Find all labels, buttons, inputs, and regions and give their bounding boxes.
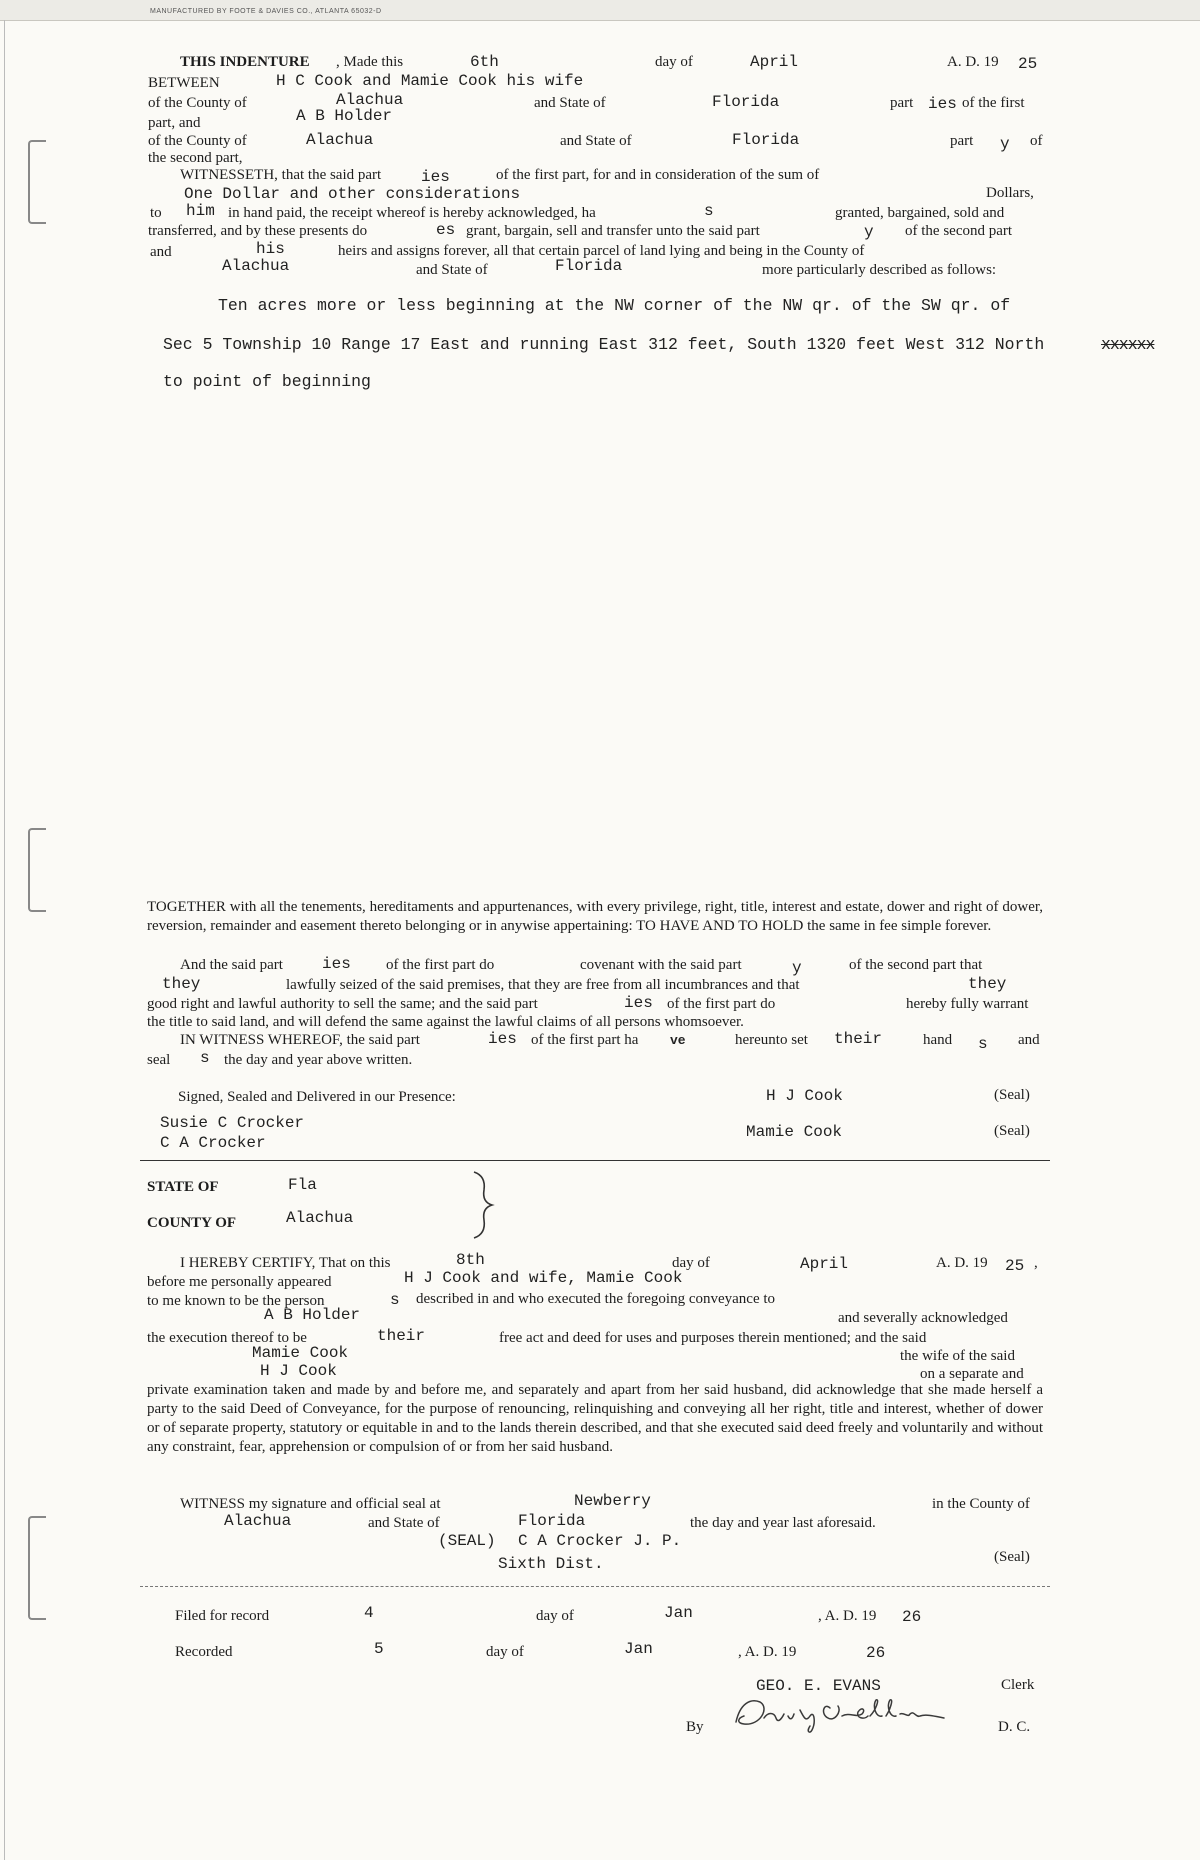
dashed-divider [140,1586,1050,1587]
hand-text: hand [923,1032,953,1048]
binder-clip-mark [28,140,46,224]
described-label: more particularly described as follows: [762,262,997,278]
wife-of-text: the wife of the said [900,1348,1015,1364]
land-description-line-3: to point of beginning [163,372,371,391]
witness-place: Newberry [574,1492,651,1510]
grantee-state: Florida [732,131,800,149]
ack-day-of-label: day of [672,1255,710,1271]
covenant-text: And the said part [180,957,283,973]
private-examination-text: private examination taken and made by and before me, and separately and apart from her said husband, did acknowledge that she made herself a party to the said Deed of Conveyance, for the purpose of renouncing, relinquishing and conveying all her right, title and interest, whether of dower or of separate property, statutory or equitable in and to the lands therein described, and that she executed said deed freely and voluntarily and without any constraint, fear, apprehension or compulsion of or from her said husband. [147,1382,1043,1455]
seal-text: seal [147,1052,171,1068]
known-suffix: s [390,1291,400,1309]
grantee-county: Alachua [306,131,374,149]
top-edge-strip [0,0,1200,21]
grantor-suffix: ies [928,95,957,113]
clerk-label: Clerk [1001,1677,1035,1693]
signed-sealed-label: Signed, Sealed and Delivered in our Presence: [178,1089,456,1105]
indenture-heading: THIS INDENTURE [180,54,310,70]
grantors-names: H C Cook and Mamie Cook his wife [276,72,584,90]
ack-grantee: A B Holder [264,1306,361,1324]
transfer-suffix: es [436,221,456,239]
seal-label-1: (Seal) [994,1087,1030,1103]
covenant-text-4: of the second part that [849,957,983,973]
ack-their: their [377,1327,426,1345]
consideration-text: of the first part, for and in consideration of the sum of [496,167,820,183]
ack-county-2: Alachua [224,1512,292,1530]
deed-month: April [750,53,799,71]
witness-1: Susie C Crocker [160,1114,305,1132]
filed-day: 4 [364,1604,374,1622]
right-brace [470,1170,500,1240]
part-label-2: part [950,133,974,149]
second-part-label: the second part, [148,150,243,166]
land-description-line-2: Sec 5 Township 10 Range 17 East and running East 312 feet, South 1320 feet West 312 North [163,335,1045,354]
comma: , [1034,1255,1038,1271]
grant-text: grant, bargain, sell and transfer unto the said part [466,223,760,239]
recorded-ad-label: , A. D. 19 [738,1644,797,1660]
seal-label-2: (Seal) [994,1123,1030,1139]
deputy-clerk-signature [730,1688,970,1738]
grantor-state: Florida [712,93,780,111]
transferred-text: transferred, and by these presents do [148,223,368,239]
they-word: they [162,975,201,993]
his-word: his [256,240,285,258]
ack-state-2: Florida [518,1512,586,1530]
free-act-text: free act and deed for uses and purposes therein mentioned; and the said [499,1330,927,1346]
ack-state-label: and State of [368,1515,440,1531]
recorded-year: 26 [866,1644,886,1662]
binder-clip-mark [28,828,46,912]
second-part-text: of the second part [905,223,1013,239]
section-divider [140,1160,1050,1161]
good-right-text: good right and lawful authority to sell the same; and the said part [147,996,538,1012]
witness-signature-text: WITNESS my signature and official seal at [180,1496,441,1512]
executed-text: described in and who executed the foregoing conveyance to [416,1291,776,1307]
him-word: him [186,202,215,220]
appeared-persons: H J Cook and wife, Mamie Cook [404,1269,683,1287]
filed-ad-label: , A. D. 19 [818,1608,877,1624]
between-label: BETWEEN [148,75,220,91]
signer-2: Mamie Cook [746,1123,843,1141]
and-label: and [150,244,172,260]
known-text: to me known to be the person [147,1293,325,1309]
witness-whereof-text: IN WITNESS WHEREOF, the said part [180,1032,420,1048]
severally-text: and severally acknowledged [838,1310,1008,1326]
manufacturer-imprint: MANUFACTURED BY FOOTE & DAVIES CO., ATLANTA 65032-D [150,8,382,15]
heirs-text: heirs and assigns forever, all that certain parcel of land lying and being in the County of [338,243,865,259]
ad-label: A. D. 19 [947,54,999,70]
together-clause: TOGETHER with all the tenements, hereditaments and appurtenances, with every privilege, right, title, interest and estate, dower and right of dower, reversion, remainder and easement thereto belonging or in anywise appertaining: TO HAVE AND TO HOLD the same in fee simple forever. [147,899,1043,934]
deed-year: 25 [1018,55,1038,73]
ack-year: 25 [1005,1257,1025,1275]
part-and-label: part, and [148,115,201,131]
receipt-suffix: s [704,202,714,220]
filed-for-record-label: Filed for record [175,1608,270,1624]
above-written-text: the day and year above written. [224,1052,413,1068]
land-state: Florida [555,257,623,275]
hereunto-text: hereunto set [735,1032,808,1048]
in-county-text: in the County of [932,1496,1030,1512]
witness-2: C A Crocker [160,1134,266,1152]
they-word-2: they [968,975,1007,993]
county-of-label: COUNTY OF [147,1215,237,1231]
receipt-text: in hand paid, the receipt whereof is hereby acknowledged, ha [228,205,596,221]
left-edge [4,20,9,1860]
grantee-suffix: y [1000,135,1010,153]
filed-month: Jan [664,1604,693,1622]
witness-whereof-suffix: ies [488,1030,517,1048]
made-this-label: , Made this [336,54,404,70]
grantee-name: A B Holder [296,107,393,125]
dollars-label: Dollars, [986,185,1034,201]
recorded-label: Recorded [175,1644,233,1660]
clerk-name: GEO. E. EVANS [756,1677,881,1695]
have-overtype: ve [670,1033,686,1048]
witness-whereof-text-2: of the first part ha [531,1032,639,1048]
notary-district: Sixth Dist. [498,1555,604,1573]
filed-year: 26 [902,1608,922,1626]
to-label: to [150,205,162,221]
grantor-county: Alachua [336,91,404,109]
witnesseth-text: WITNESSETH, that the said part [180,167,382,183]
notary-seal-label: (Seal) [994,1549,1030,1565]
ack-month: April [800,1255,849,1273]
land-county: Alachua [222,257,290,275]
recorded-day: 5 [374,1640,384,1658]
their-word: their [834,1030,883,1048]
ack-state: Fla [288,1176,317,1194]
part-label: part [890,95,914,111]
day-of-label: day of [655,54,693,70]
county-label-2: of the County of [148,133,247,149]
ack-ad-label: A. D. 19 [936,1255,988,1271]
covenant-text-2: of the first part do [386,957,495,973]
state-label-2: and State of [560,133,632,149]
witnesseth-suffix: ies [421,168,450,186]
separate-text: on a separate and [920,1366,1024,1382]
good-right-text-2: of the first part do [667,996,776,1012]
covenant-suffix: ies [322,955,351,973]
hands-suffix: s [978,1035,988,1053]
notary-seal-text: (SEAL) [438,1532,496,1550]
recorded-day-of-label: day of [486,1644,524,1660]
by-label: By [686,1719,704,1735]
notary-officer: C A Crocker J. P. [518,1532,682,1550]
deputy-clerk-label: D. C. [998,1719,1031,1735]
state-label: and State of [534,95,606,111]
deed-day: 6th [470,53,499,71]
transfer-y: y [864,223,874,241]
signer-1: H J Cook [766,1087,843,1105]
ack-day: 8th [456,1251,485,1269]
land-description-line-1: Ten acres more or less beginning at the NW corner of the NW qr. of the SW qr. of [218,296,1011,315]
first-part-label: of the first [962,95,1025,111]
certify-text: I HEREBY CERTIFY, That on this [180,1255,391,1271]
execution-text: the execution thereof to be [147,1330,307,1346]
seized-text: lawfully seized of the said premises, that they are free from all incumbrances and that [286,977,800,993]
last-aforesaid-text: the day and year last aforesaid. [690,1515,876,1531]
consideration-amount: One Dollar and other considerations [184,185,521,203]
covenant-text-3: covenant with the said part [580,957,742,973]
of-label: of [1030,133,1043,149]
recorded-month: Jan [624,1640,653,1658]
state-of-label: STATE OF [147,1179,219,1195]
title-text: the title to said land, and will defend the same against the lawful claims of all persons whomsoever. [147,1014,744,1030]
struck-text: xxxxxx [1101,335,1155,354]
covenant-y: y [792,959,802,977]
appeared-label: before me personally appeared [147,1274,332,1290]
filed-day-of-label: day of [536,1608,574,1624]
binder-clip-mark [28,1516,46,1620]
ack-county: Alachua [286,1209,354,1227]
wife-name: Mamie Cook [252,1344,349,1362]
seals-suffix: s [200,1049,210,1067]
warrant-text: hereby fully warrant [906,996,1029,1012]
husband-name: H J Cook [260,1362,337,1380]
county-label: of the County of [148,95,247,111]
good-right-suffix: ies [624,994,653,1012]
and-text: and [1018,1032,1040,1048]
state-label-3: and State of [416,262,488,278]
granted-text: granted, bargained, sold and [835,205,1005,221]
